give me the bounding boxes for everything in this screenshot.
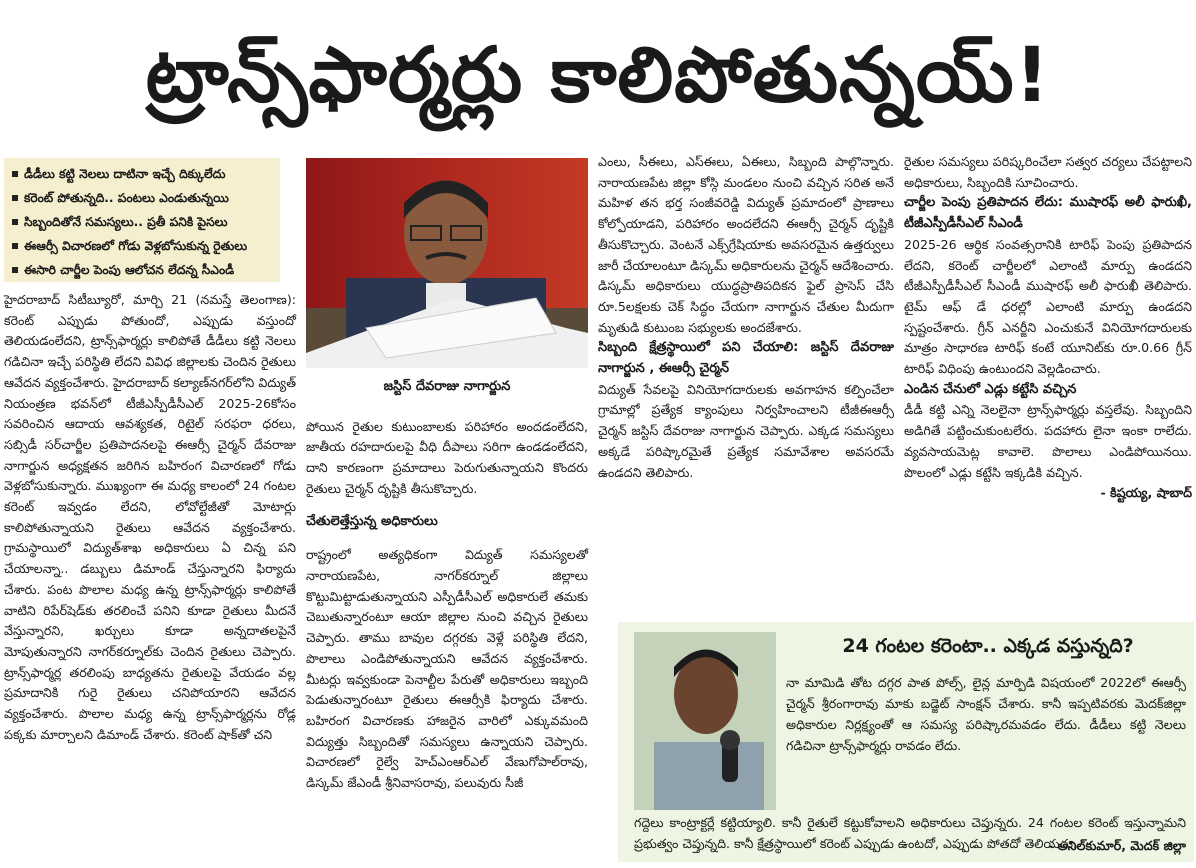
column-3-top-text: ఎంలు, సీఈలు, ఎస్ఈలు, ఏఈలు, సిబ్బంది పాల్గొన్నారు. నారాయణపేట జిల్లా కోస్గి మండలం నుంచి వచ్చిన సరిత అనే మహిళ తన భర్త సంజీవరెడ్డి విద్యుత్ ప్రమాదంలో ప్రాణాలు కోల్పోయాడని, పరిహారం అందలేదని ఈఆర్సీ చైర్మన్ దృష్టికి తీసుకొచ్చారు. వెంటనే ఎక్స్‌గ్రేషియాకు అవసరమైన ఉత్తర్వులు జారీ చేయాలంటూ డిస్కమ్ అధికారులను చైర్మన్ ఆదేశించారు. డిస్కమ్ అధికారులు యుద్ధప్రాతిపదికన ఫైల్ ప్రాసెస్ చేసి రూ.5లక్షలకు చెక్ సిద్ధం చేయగా నాగార్జున చేతుల మీదుగా మృతుడి కుటుంబ సభ్యులకు అందజేశారు. <box>598 154 894 335</box>
farmer-quote-box <box>618 622 1194 862</box>
column-3-body: విద్యుత్ సేవలపై వినియోగదారులకు అవగాహన కల్పించేలా గ్రామాల్లో ప్రత్యేక క్యాంపులు నిర్వహించాలని టీజీఈఆర్సీ చైర్మన్ జస్టిస్ దేవరాజు నాగార్జున చెప్పారు. ఎక్కడ సమస్యలు అక్కడే పరిష్కారమైతే ప్రత్యేక సమావేశాల అవసరమే ఉండదని తెలిపారు. <box>598 381 894 480</box>
highlight-item: ఈసారి చార్జీల పెంపు ఆలోచన లేదన్న సీఎండీ <box>10 258 274 282</box>
column-2-body: రాష్ట్రంలో అత్యధికంగా విద్యుత్ సమస్యలతో నారాయణపేట, నాగర్‌కర్నూల్ జిల్లాలు కొట్టుమిట్టాడుతున్నాయని ఎస్పీడీసీఎల్ అధికారులే తమకు చెబుతున్నారంటూ ఆయా జిల్లాల నుంచి వచ్చిన రైతులు చెప్పారు. తాము బావుల దగ్గరకు వెళ్లే పరిస్థితి లేదని, పొలాలు ఎండిపోతున్నాయని ఆవేదన వ్యక్తంచేశారు. మీటర్లు ఇవ్వకుండా పెనాల్టీల పేరుతో అధికారులు ఇబ్బంది పెడుతున్నారంటూ రైతులు ఈఆర్సీకి ఫిర్యాదు చేశారు. బహిరంగ విచారణకు హాజరైన వారిలో ఎక్కువమంది విద్యుత్తు సిబ్బందితో సమస్యలు ఉన్నాయని చెప్పారు. విచారణలో రైల్వే హెచ్‌ఎంఆర్‌ఎల్ వేణుగోపాల్‌రావు, డిస్కమ్ జేఎండీ శ్రీనివాసరావు, పలువురు సీజీ <box>306 547 588 791</box>
column-3 <box>598 152 894 483</box>
photo-caption: జస్టిస్ దేవరాజు నాగార్జున <box>383 379 511 394</box>
column-4-top-text: రైతుల సమస్యలు పరిష్కరించేలా సత్వర చర్యలు చేపట్టాలని అధికారులు, సిబ్బందికి సూచించారు. <box>904 154 1192 190</box>
column-1 <box>4 290 296 745</box>
column-4-signature: - కిష్టయ్య, షాబాద్ <box>1100 485 1192 501</box>
column-2-top-text: పోయిన రైతుల కుటుంబాలకు పరిహారం అందడంలేదని, జాతీయ రహదారులపై వీధి దీపాలు సరిగా ఉండడంలేదని, దాని కారణంగా ప్రమాదాలు పెరుగుతున్నాయని కొందరు రైతులు చైర్మన్ దృష్టికి తీసుకొచ్చారు. <box>306 418 588 496</box>
highlight-item: కరెంట్ పోతున్నది.. పంటలు ఎండుతున్నయి <box>10 186 274 210</box>
highlight-item: సిబ్బందితోనే సమస్యలు.. ప్రతీ పనికి పైసలు <box>10 210 274 234</box>
highlights-box <box>4 158 280 282</box>
highlight-item: డీడీలు కట్టి నెలలు దాటినా ఇచ్చే దిక్కులేదు <box>10 162 274 186</box>
photo-farmer <box>634 632 776 810</box>
box-text: నా మామిడి తోట దగ్గర పాత పోల్స్, లైన్ల మార్పిడి విషయంలో 2022లో ఈఆర్సీ చైర్మన్ శ్రీరంగారావు మాకు బడ్జెట్ సాంక్షన్ చేశారు. కానీ ఇప్పటివరకు మెదక్‌జిల్లా అధికారుల నిర్లక్ష్యంతో ఆ సమస్య పరిష్కారమవడం లేదు. డీడీలు కట్టి నెలలు గడిచినా ట్రాన్స్‌ఫార్మర్లు రావడం లేదు. <box>786 675 1186 753</box>
headline: ట్రాన్స్‌ఫార్మర్లు కాలిపోతున్నయ్! <box>145 30 1051 119</box>
box-text-continued: గద్దెలు కాంట్రాక్టర్లే కట్టియ్యాలి. కానీ రైతులే కట్టుకోవాలని అధికారులు చెప్తున్నరు. 24 గంటల కరెంట్ ఇస్తున్నామని ప్రభుత్వం చెప్తున్నది. కానీ క్షేత్రస్థాయిలో కరెంట్ ఎప్పుడు ఉంటదో, ఎప్పుడు పోతదో తెలియదు. <box>634 815 1186 851</box>
column-4-heading-1: చార్జీల పెంపు ప్రతిపాదన లేదు: ముషారఫ్ అలీ ఫారుఖీ, టీజీఎస్పీడీసీఎల్ సీఎండీ <box>904 195 1192 232</box>
photo-chairman <box>306 158 588 368</box>
column-1-text: హైదరాబాద్ సిటీబ్యూరో, మార్చి 21 (నమస్తే తెలంగాణ): కరెంట్ ఎప్పుడు పోతుందో, ఎప్పుడు వస్తుందో తెలియడంలేదని, ట్రాన్స్‌ఫార్మర్లు కాలిపోతే డీడీలు కట్టి నెలలు గడిచినా ఇచ్చే పరిస్థితి లేదని వివిధ జిల్లాలకు చెందిన రైతులు ఆవేదన వ్యక్తంచేశారు. హైదరాబాద్ కల్యాణ్‌నగర్‌లోని విద్యుత్ నియంత్రణ భవన్‌లో టీజీఎస్పీడీసీఎల్ 2025-26కోసం సవరించిన ఆదాయ ఆవశ్యకత, రిటైల్ సరఫరా ధరలు, సబ్సిడీ సర్‌చార్జీల ప్రతిపాదనలపై ఈఆర్సీ చైర్మన్ దేవరాజు నాగార్జున అధ్యక్షతన జరిగిన బహిరంగ విచారణలో గోడు వెళ్లబోసుకున్నారు. ముఖ్యంగా ఈ మధ్య కాలంలో 24 గంటల కరెంట్ ఇవ్వడం లేదని, లోవోల్టేజీతో మోటార్లు కాలిపోతున్నాయని రైతులు ఆవేదన వ్యక్తంచేశారు. గ్రామస్థాయిలో విద్యుత్‌శాఖ అధికారులు ఏ చిన్న పని చేయాలన్నా.. డబ్బులు డిమాండ్ చేస్తున్నారని ఫిర్యాదు చేశారు. పంట పొలాల మధ్య ఉన్న ట్రాన్స్‌ఫార్మర్లు కాలిపోతే వాటిని రిపేర్‌షెడ్‌కు తరలించే పనిని కూడా రైతులు మీదనే వేస్తున్నారని, ఖర్చులు కూడా అన్నదాతలపైనే మోపుతున్నారని నాగర్‌కర్నూల్‌కు చెందిన రైతులు చెప్పారు. ట్రాన్స్‌ఫార్మర్ల తరలింపు బాధ్యతను రైతులపై వేయడం వల్ల ప్రమాదానికి గురై రైతులు చనిపోయారని ఆవేదన వ్యక్తంచేశారు. పొలాల మధ్య ఉన్న ట్రాన్స్‌ఫార్మర్లను రోడ్ల పక్కకు మార్చాలని డిమాండ్ చేశారు. కరెంట్ షాక్‌తో చని <box>4 292 296 742</box>
column-4-body-2: డీడీ కట్టి ఎన్ని నెలలైనా ట్రాన్స్‌ఫార్మర్లు వస్తలేవు. సిబ్బందిని అడిగితే పట్టించుకుంటలేరు. పదహారు లైనా ఇంకా రాలేదు. వ్యవసాయమెట్ల కావాలె. పొలాలు ఎండిపోయినయి. పొలంలో ఎడ్లు కట్టేసి ఇక్కడికి వచ్చిన. <box>904 402 1192 480</box>
column-3-heading: సిబ్బంది క్షేత్రస్థాయిలో పని చేయాలి: జస్టిస్ దేవరాజు నాగార్జున , ఈఆర్సీ చైర్మన్ <box>598 340 894 377</box>
box-title: 24 గంటల కరెంటా.. ఎక్కడ వస్తున్నది? <box>842 635 1134 657</box>
highlight-item: ఈఆర్సీ విచారణలో గోడు వెళ్లబోసుకున్న రైతులు <box>10 234 274 258</box>
column-2-top <box>306 404 588 806</box>
column-2-heading: చేతులెత్తేస్తున్న అధికారులు <box>306 514 438 529</box>
column-4 <box>904 152 1192 504</box>
column-4-body-1: 2025-26 ఆర్థిక సంవత్సరానికి టారిఫ్ పెంపు ప్రతిపాదన లేదని, కరెంట్ చార్జీలలో ఎలాంటి మార్పు ఉండదని టీజీఎస్పీడీసీఎల్ సీఎండీ ముషారఫ్ అలీ ఫారుఖీ తెలిపారు. టైమ్ ఆఫ్ డే ధరల్లో ఎలాంటి మార్పు ఉండదని స్పష్టంచేశారు. గ్రీన్ ఎనర్జీని ఎంచుకునే వినియోగదారులకు మాత్రం సాధారణ టారిఫ్ కంటే యూనిట్‌కు రూ.0.66 గ్రీన్ టారిఫ్ విధింపు ఉంటుందని వెల్లడించారు. <box>904 236 1192 377</box>
column-4-heading-2: ఎండిన చేనులో ఎడ్లు కట్టేసి వచ్చిన <box>904 381 1077 397</box>
box-signature: - అనిల్‌కుమార్, మెదక్ జిల్లా <box>1048 838 1186 853</box>
